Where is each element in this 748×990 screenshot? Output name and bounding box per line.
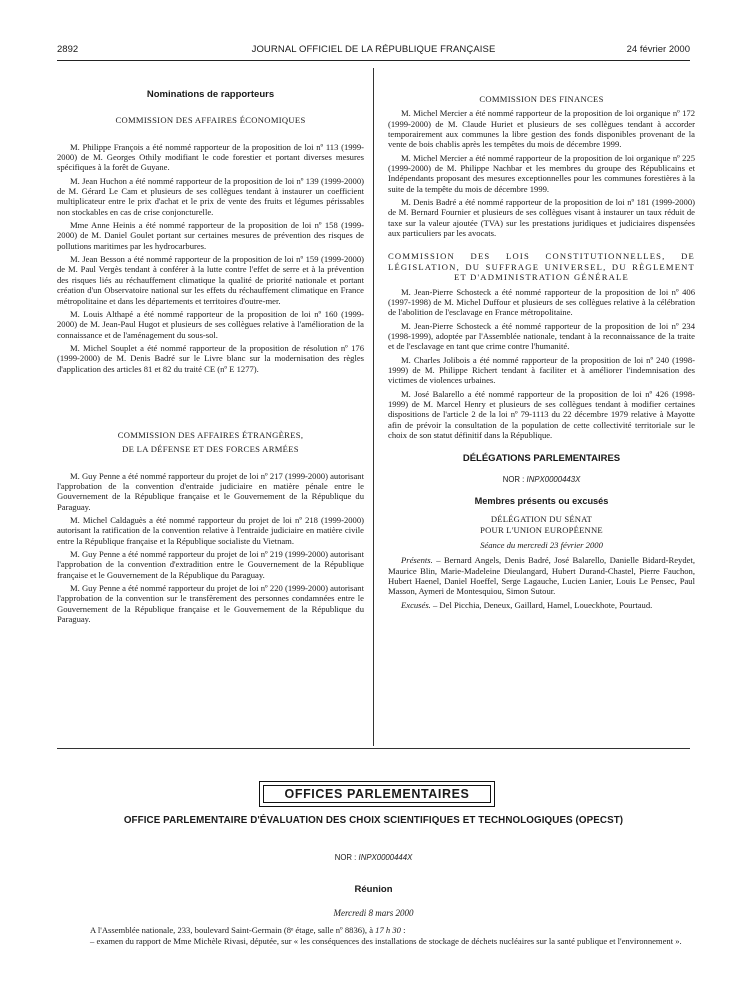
opecst-heading: OFFICE PARLEMENTAIRE D'ÉVALUATION DES CHOIX SCIENTIFIQUES ET TECHNOLOGIQUES (OPECST) — [123, 815, 624, 826]
right-column — [388, 94, 695, 613]
journal-title: JOURNAL OFFICIEL DE LA RÉPUBLIQUE FRANÇAISE — [251, 44, 496, 55]
membres-heading: Membres présents ou excusés — [474, 496, 609, 506]
nomination-paragraph: M. Jean-Pierre Schosteck a été nommé rapporteur de la proposition de loi nº 234 (1998-1999), adoptée par l'Assemblée nationale, tendant à la reconnaissance de la traite et de l'esclavage en tant que crime contre l'humanité. — [388, 320, 695, 352]
location-text: A l'Assemblée nationale, 233, boulevard Saint-Germain (8ᵉ étage, salle nº 8836), à — [90, 925, 376, 935]
reunion-agenda-item: – examen du rapport de Mme Michèle Rivasi, députée, sur « les conséquences des installations de stockage de déchets nucléaires sur la santé publique et l'environnement ». — [90, 935, 682, 946]
nomination-paragraph: M. Guy Penne a été nommé rapporteur du projet de loi nº 220 (1999-2000) autorisant l'approbation de la convention sur le transfèrement des personnes condamnées entre le Gouvernement de la République française et le Gouvernement de la République du Paraguay. — [57, 583, 364, 625]
nomination-paragraph: Mme Anne Heinis a été nommé rapporteur de la proposition de loi nº 158 (1999-2000) de M. Daniel Goulet portant sur certaines mesures de prévention des risques de pollutions maritimes par les hydrocarbures. — [57, 220, 364, 251]
nomination-paragraph: M. Michel Mercier a été nommé rapporteur de la proposition de loi organique nº 172 (1999-2000) de M. Claude Huriet et plusieurs de ses collègues tendant à accorder temporairement aux communes la libre gestion des fonds disponibles provenant de la vente de bois chablis après les tempêtes du mois de décembre 1999. — [388, 108, 695, 150]
reunion-date: Mercredi 8 mars 2000 — [333, 908, 414, 918]
nomination-paragraph: M. José Balarello a été nommé rapporteur de la proposition de loi nº 426 (1998-1999) de M. Marcel Henry et plusieurs de ses collègues tendant à modifier certaines dispositions de l'article 2 de la loi nº 79-1113 du 22 décembre 1979 relative à Mayotte afin de prévoir la consultation de la population de cette collectivité territoriale sur le choix de son statut définitif dans la République. — [388, 388, 695, 440]
delegations-heading: DÉLÉGATIONS PARLEMENTAIRES — [462, 453, 621, 465]
nomination-paragraph: M. Denis Badré a été nommé rapporteur de la proposition de loi nº 181 (1999-2000) de M. Bernard Fournier et plusieurs de ses collègues visant à instaurer un taux réduit de taxe sur la valeur ajoutée (TVA) sur les prestations juridiques et judiciaires dispensées aux particuliers par les avocats. — [388, 197, 695, 239]
reunion-heading: Réunion — [354, 884, 393, 895]
nomination-paragraph: M. Michel Souplet a été nommé rapporteur de la proposition de résolution nº 176 (1999-2000) de M. Denis Badré sur le Livre blanc sur la modernisation des règles d'application des articles 81 et 82 du traité CE (nº E 1277). — [57, 342, 364, 374]
reunion-time: 17 h 30 — [375, 925, 401, 935]
page-header — [57, 44, 690, 58]
commission-heading-lois: COMMISSION DES LOIS CONSTITUTIONNELLES, DE LÉGISLATION, DU SUFFRAGE UNIVERSEL, DU RÈGLEMENT ET D'ADMINISTRATION GÉNÉRALE — [388, 251, 695, 283]
location-suffix: : — [400, 925, 406, 935]
presents-label: Présents. — [401, 555, 433, 566]
nomination-paragraph: M. Jean Huchon a été nommé rapporteur de la proposition de loi nº 139 (1999-2000) de M. Gérard Le Cam et plusieurs de ses collègues tendant à instaurer un coefficient multiplicateur entre le prix d'achat et le prix de vente des fruits et légumes périssables non stockables en cas de crise conjoncturelle. — [57, 175, 364, 217]
nomination-paragraph: M. Charles Jolibois a été nommé rapporteur de la proposition de loi nº 240 (1998-1999) de M. Philippe Richert tendant à faciliter et à améliorer l'indemnisation des victimes de violences urbaines. — [388, 354, 695, 386]
nomination-paragraph: M. Jean-Pierre Schosteck a été nommé rapporteur de la proposition de loi nº 406 (1997-1998) de M. Michel Duffour et plusieurs de ses collègues relative à la célébration de l'abolition de l'esclavage en France métropolitaine. — [388, 286, 695, 318]
seance-date: Séance du mercredi 23 février 2000 — [480, 540, 603, 551]
nomination-paragraph: M. Guy Penne a été nommé rapporteur du projet de loi nº 219 (1999-2000) autorisant l'approbation de la convention d'extradition entre le Gouvernement de la République française et le Gouvernement de la République du Paraguay. — [57, 549, 364, 580]
excuses-label: Excusés. — [401, 599, 431, 610]
nor-value: INPX0000443X — [526, 474, 581, 484]
section-rule — [57, 748, 690, 749]
nomination-paragraph: M. Michel Caldaguès a été nommé rapporteur du projet de loi nº 218 (1999-2000) autorisant la ratification de la convention relative à l'entraide judiciaire en matière civile entre la République française et la République socialiste du Vietnam. — [57, 514, 364, 546]
issue-date: 24 février 2000 — [626, 44, 690, 55]
nomination-paragraph: M. Guy Penne a été nommé rapporteur du projet de loi nº 217 (1999-2000) autorisant l'approbation de la convention d'entraide judiciaire en matière pénale entre le Gouvernement de la République française et le Gouvernement de la République du Paraguay. — [57, 470, 364, 512]
column-divider — [373, 68, 374, 746]
section-title: Nominations de rapporteurs — [146, 89, 275, 100]
nor-reference — [388, 475, 695, 485]
nomination-paragraph: M. Jean Besson a été nommé rapporteur de la proposition de loi nº 159 (1999-2000) de M. Paul Vergès tendant à conférer à la lutte contre l'effet de serre et à la prévention des risques liés au réchauffement climatique la qualité de priorité nationale et portant création d'un Observatoire national sur les effets du réchauffement climatique en France métropolitaine et dans les départements et territoires d'outre-mer. — [57, 254, 364, 306]
reunion-details — [90, 925, 690, 946]
reunion-location — [90, 925, 690, 936]
commission-heading-etr-line2: DE LA DÉFENSE ET DES FORCES ARMÉES — [122, 444, 299, 455]
nomination-paragraph: M. Louis Althapé a été nommé rapporteur de la proposition de loi nº 160 (1999-2000) de M. Jean-Paul Hugot et plusieurs de ses collègues relative à l'amélioration de la connaissance et de l'aménagement du sous-sol. — [57, 308, 364, 340]
commission-heading-etr-line1: COMMISSION DES AFFAIRES ÉTRANGÈRES, — [117, 429, 304, 440]
offices-heading: OFFICES PARLEMENTAIRES — [263, 785, 491, 803]
excuses-list: – Del Picchia, Deneux, Gaillard, Hamel, Loueckhote, Pourtaud. — [430, 599, 653, 610]
nor-value: INPX0000444X — [358, 853, 413, 862]
nomination-paragraph: M. Philippe François a été nommé rapporteur de la proposition de loi nº 113 (1999-2000) de M. Georges Othily modifiant le code forestier et portant diverses mesures spécifiques à la forêt de Guyane. — [57, 141, 364, 173]
presents-paragraph — [388, 555, 695, 596]
excuses-paragraph — [388, 600, 695, 610]
commission-heading-eco: COMMISSION DES AFFAIRES ÉCONOMIQUES — [115, 115, 306, 126]
nomination-paragraph: M. Michel Mercier a été nommé rapporteur de la proposition de loi organique nº 225 (1999-2000) de M. Philippe Nachbar et les membres du groupe des Républicains et Indépendants proposant des mesures exceptionnelles pour les communes forestières à la suite de la tempête du mois de décembre 1999. — [388, 152, 695, 194]
presents-list: – Bernard Angels, Denis Badré, José Balarello, Danielle Bidard-Reydet, Maurice Blin, Marie-Madeleine Dieulangard, Hubert Durand-Chastel, Pierre Fauchon, Hubert Haenel, Daniel Hoeffel, Serge Lagauche, Lucien Lanier, Louis Le Pensec, Paul Masson, Aymeri de Montesquiou, Simon Sutour. — [388, 555, 695, 597]
page-number: 2892 — [57, 44, 79, 55]
offices-heading-box — [259, 781, 495, 807]
nor-label: NOR : — [502, 474, 525, 484]
delegation-name-line1: DÉLÉGATION DU SÉNAT — [490, 514, 593, 525]
header-rule — [57, 60, 690, 61]
commission-heading-fin: COMMISSION DES FINANCES — [479, 94, 604, 104]
nor-label: NOR : — [334, 853, 357, 862]
delegation-name-line2: POUR L'UNION EUROPÉENNE — [480, 524, 603, 535]
nor-reference-opecst — [57, 853, 690, 862]
left-column — [57, 90, 364, 627]
